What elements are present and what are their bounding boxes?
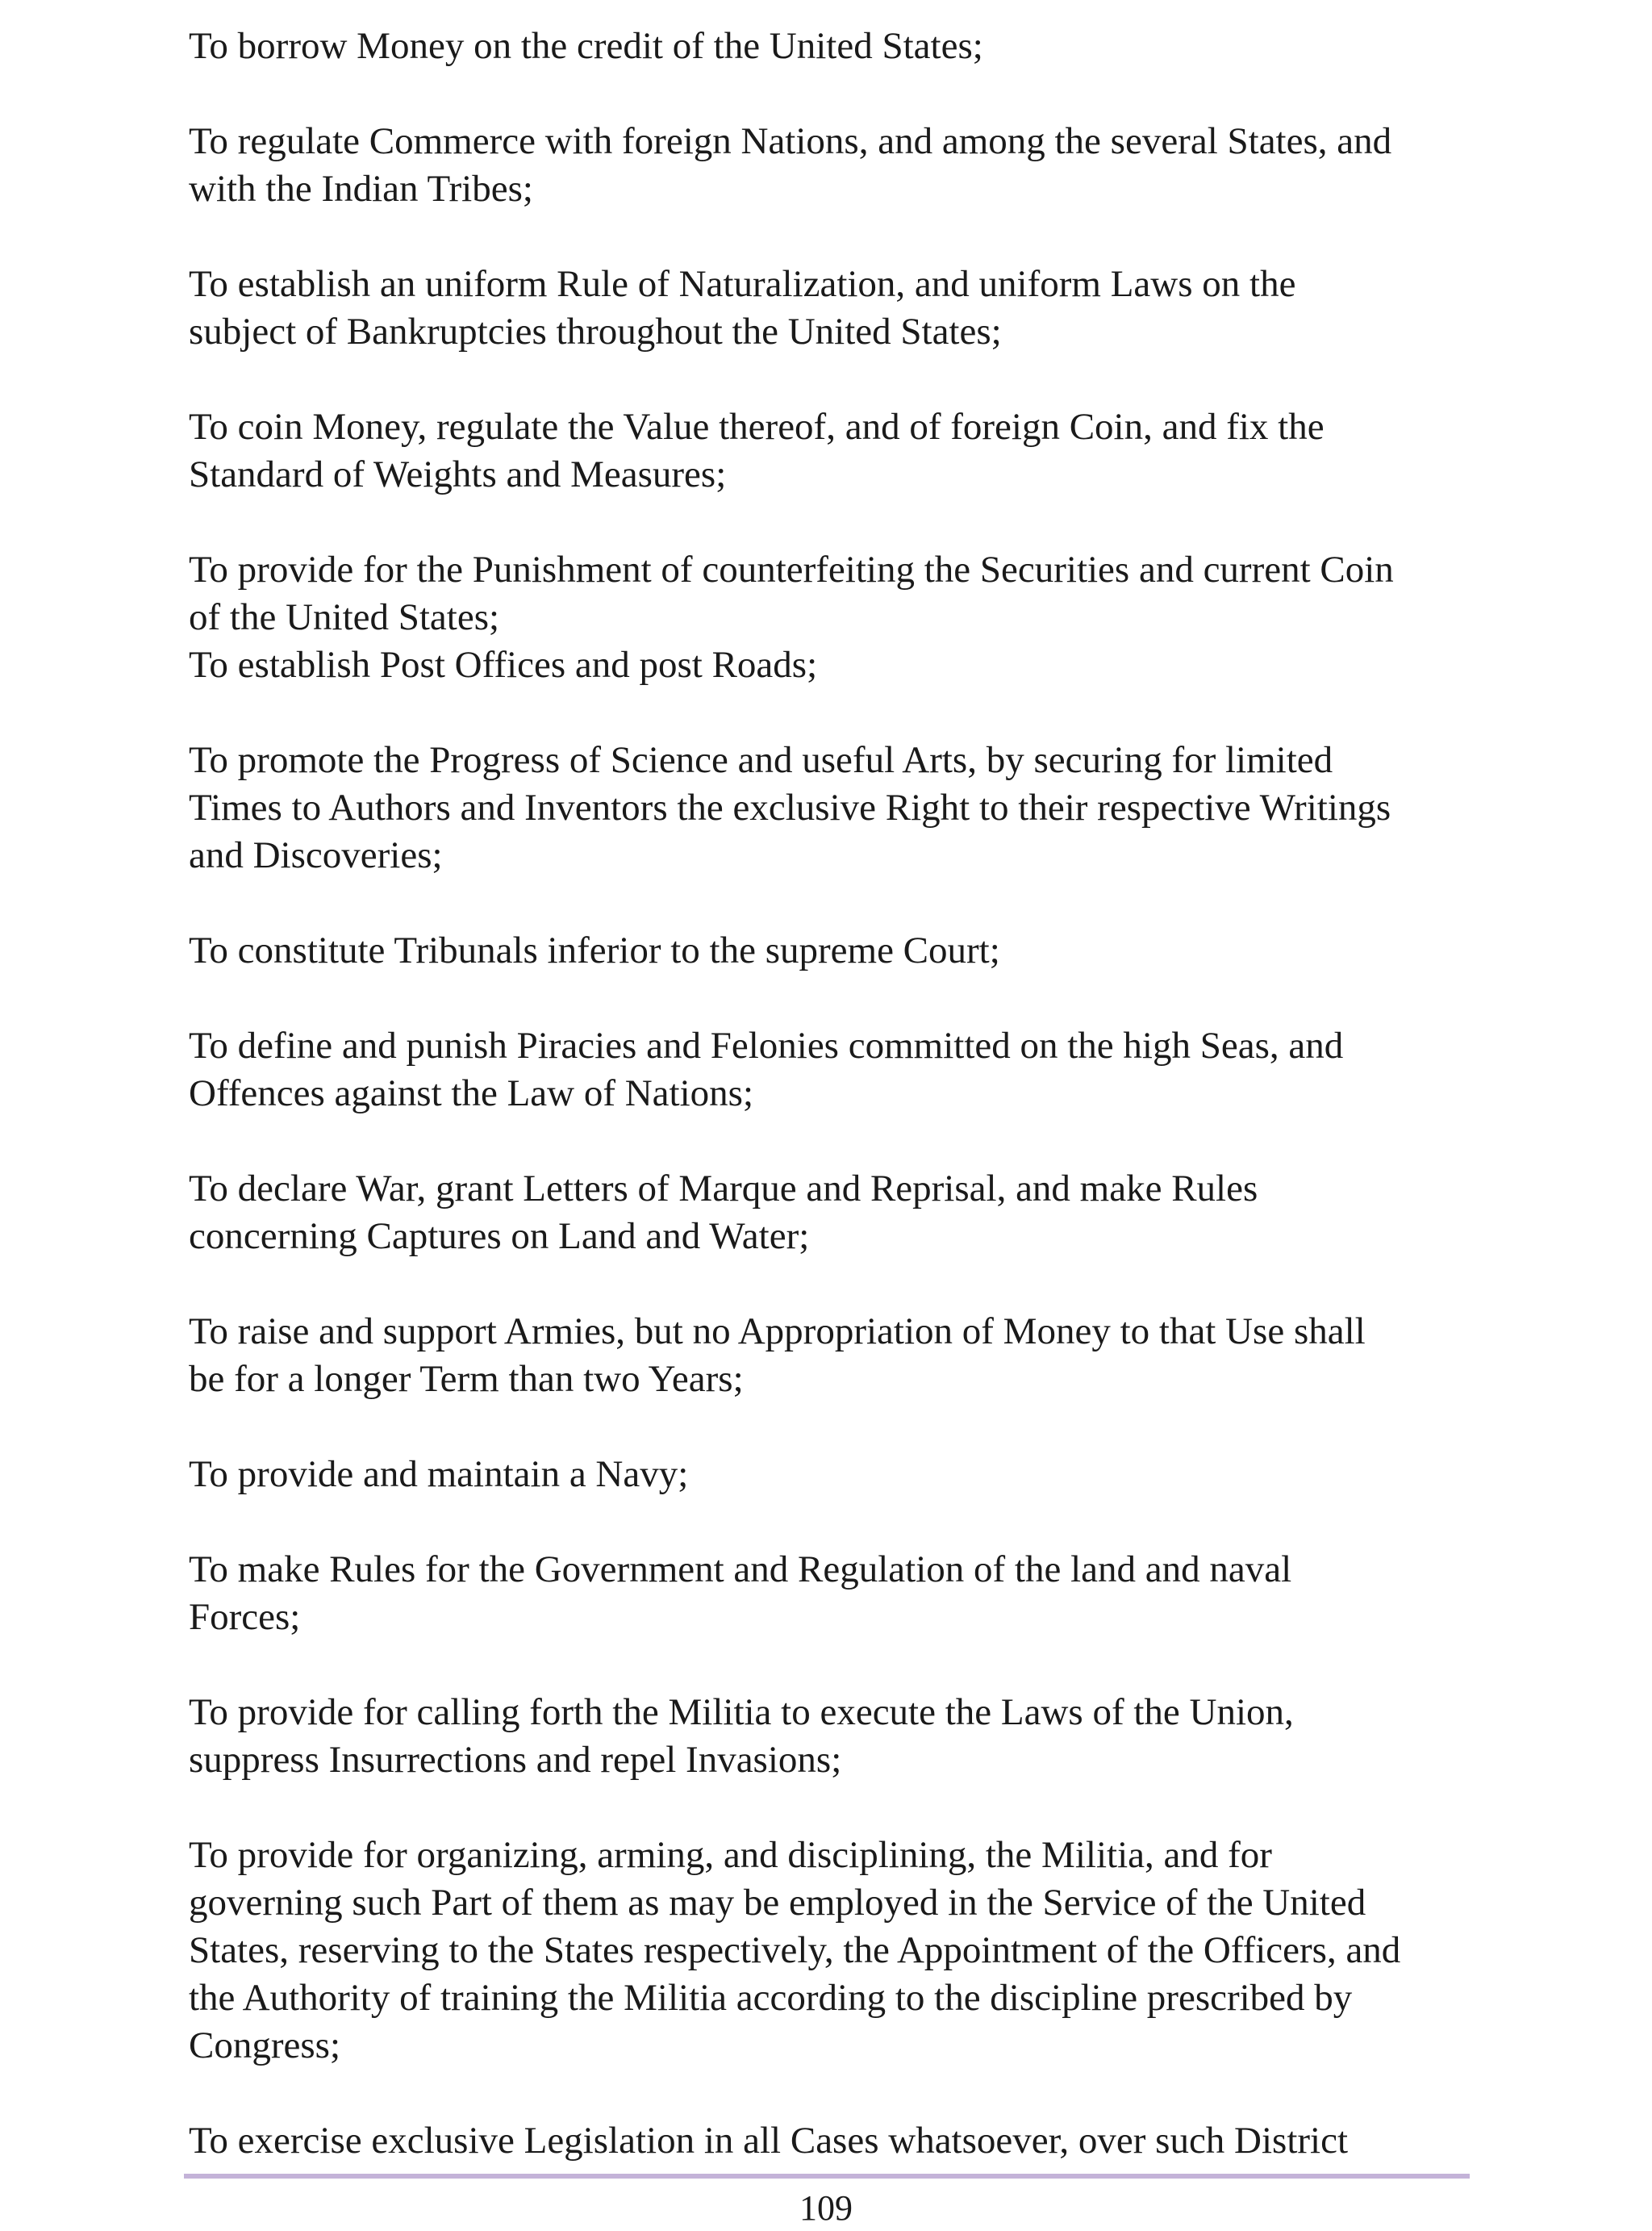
clause-navy: To provide and maintain a Navy; (189, 1453, 689, 1495)
clause-calling-militia: To provide for calling forth the Militia to execute the Laws of the Union, suppress Insurrections and repel Invasions; (189, 1691, 1294, 1781)
page-number: 109 (799, 2188, 853, 2228)
clause-land-naval-forces: To make Rules for the Government and Regulation of the land and naval Forces; (189, 1548, 1292, 1638)
clause-piracies: To define and punish Piracies and Felonies committed on the high Seas, and Offences against the Law of Nations; (189, 1025, 1344, 1114)
clause-armies: To raise and support Armies, but no Appropriation of Money to that Use shall be for a longer Term than two Years; (189, 1310, 1366, 1400)
clause-post-offices: To establish Post Offices and post Roads; (189, 644, 818, 686)
footer-divider (184, 2174, 1470, 2179)
clause-exclusive-legislation: To exercise exclusive Legislation in all Cases whatsoever, over such District (189, 2120, 1349, 2162)
clause-counterfeiting: To provide for the Punishment of counterfeiting the Securities and current Coin of the United States; (189, 549, 1394, 638)
clause-regulate-commerce: To regulate Commerce with foreign Nations, and among the several States, and with the Indian Tribes; (189, 120, 1392, 210)
clause-organizing-militia: To provide for organizing, arming, and disciplining, the Militia, and for governing such Part of them as may be employed in the Service of the United States, reserving to the States respectively, the Appointment of the Officers, and the Authority of training the Militia according to the discipline prescribed by Congress; (189, 1834, 1401, 2066)
clause-coin-money: To coin Money, regulate the Value thereof, and of foreign Coin, and fix the Standard of Weights and Measures; (189, 406, 1325, 495)
document-body (189, 23, 1512, 2165)
clause-naturalization: To establish an uniform Rule of Naturalization, and uniform Laws on the subject of Bankruptcies throughout the United States; (189, 263, 1296, 353)
clause-borrow-money: To borrow Money on the credit of the United States; (189, 25, 983, 67)
clause-science-arts: To promote the Progress of Science and useful Arts, by securing for limited Times to Authors and Inventors the exclusive Right to their respective Writings and Discoveries; (189, 739, 1391, 876)
clause-tribunals: To constitute Tribunals inferior to the supreme Court; (189, 930, 1000, 971)
clause-declare-war: To declare War, grant Letters of Marque and Reprisal, and make Rules concerning Captures on Land and Water; (189, 1168, 1258, 1257)
